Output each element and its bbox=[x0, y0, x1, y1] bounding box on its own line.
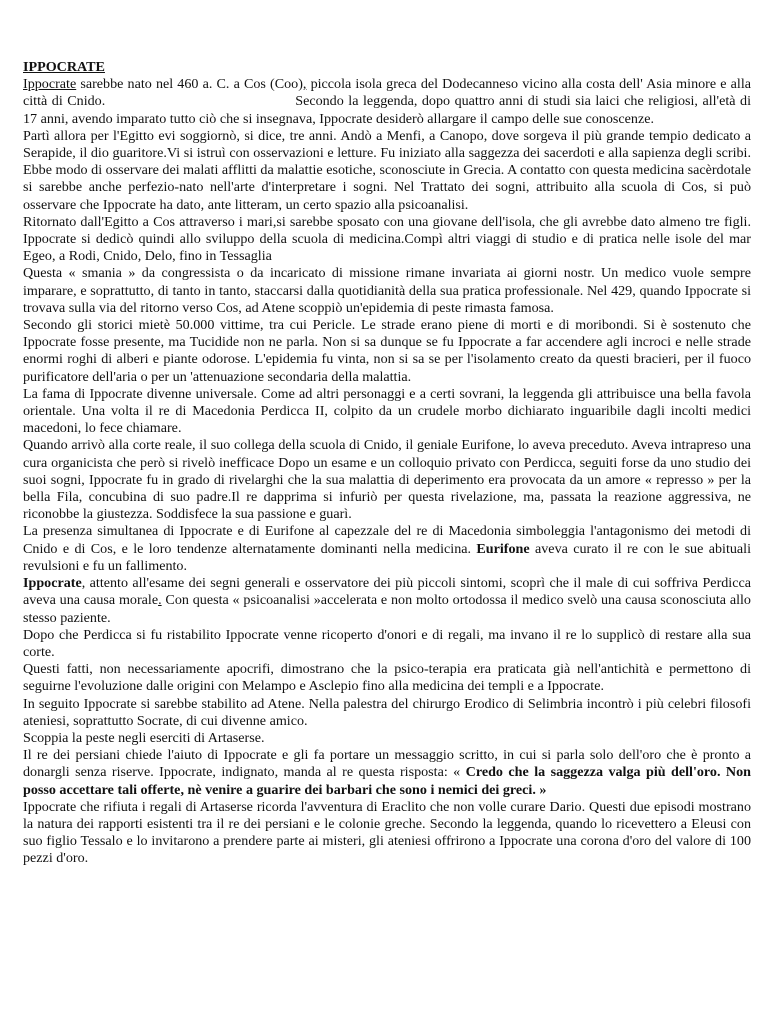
paragraph-persian-king: Il re dei persiani chiede l'aiuto di Ippocrate e gli fa portare un messaggio scritto, in cui si parla solo dell'oro che è pronto a donargli senza riserve. Ippocrate, indignato, manda al re questa risposta: « Credo che la saggezza valga più dell'oro. Non posso accettare tali offerte, nè venire a guarire dei barbari che sono i nemici dei greci. » bbox=[23, 747, 751, 798]
paragraph-cnido-cos: La presenza simultanea di Ippocrate e di Eurifone al capezzale del re di Macedonia simboleggia l'antagonismo dei metodi di Cnido e di Cos, e le loro tendenze alternatamente dominanti nella medicina. Eurifone aveva curato il re con le sue abituali revulsioni e fu un fallimento. bbox=[23, 523, 751, 574]
name-eurifone-bold: Eurifone bbox=[476, 540, 530, 557]
paragraph-perdicca: Quando arrivò alla corte reale, il suo collega della scuola di Cnido, il geniale Eurifone, lo aveva preceduto. Aveva intrapreso una cura organicista che però si rivelò inefficace Dopo un esame e un colloquio privato con Perdicca, seguiti forse da uno studio dei suoi sogni, Ippocrate fu in grado di rivelarghi che la sua malattia di deperimento era provocata da un amore « represso » per la bella Fila, concubina di suo padre.Il re dapprima si infuriò per questa rivelazione, ma, passata la reazione aggressiva, ne riconobbe la giustezza. Soddisfece la sua passione e guarì. bbox=[23, 437, 751, 523]
paragraph-plague-athens: Secondo gli storici mietè 50.000 vittime, tra cui Pericle. Le strade erano piene di morti e di moribondi. Si è sostenuto che Ippocrate fosse presente, ma Tucidide non ne parla. Non si sa dunque se fu Ippocrate a far accendere agli incroci e nelle strade enormi roghi di alberi e piante odorose. L'epidemia fu vinta, non si sa se per l'isolamento creato da questi bracieri, per il fuoco purificatore dell'aria o per un 'attenuazione secondaria della malattia. bbox=[23, 317, 751, 385]
paragraph-fame: La fama di Ippocrate divenne universale. Come ad altri personaggi e a certi sovrani, la leggenda gli attribuisce una bella favola orientale. Una volta il re di Macedonia Perdicca II, colpito da un crudele morbo dichiarato inguaribile dagli incolti medici macedoni, lo fece chiamare. bbox=[23, 385, 751, 437]
paragraph-smania: Questa « smania » da congressista o da incaricato di missione rimane invariata ai giorni nostr. Un medico vuole sempre imparare, e soprattutto, di tanto in tanto, staccarsi dalla quotidianità della sua pratica professionale. Nel 429, quando Ippocrate si trovava sulla via del ritorno verso Cos, ad Atene scoppiò un'epidemia di peste rimasta famosa. bbox=[23, 265, 751, 316]
paragraph-gifts-refused: Ippocrate che rifiuta i regali di Artaserse ricorda l'avventura di Eraclito che non volle curare Dario. Questi due episodi mostrano la natura dei rapporti esistenti tra il re dei persiani e le colonie greche. Secondo la leggenda, quando lo ricevettero a Eleusi con suo figlio Tessalo e lo invitarono a prendere parte ai misteri, gli ateniesi offrirono a Ippocrate una corona d'oro del valore di 100 pezzi d'oro. bbox=[23, 798, 751, 867]
paragraph-birth: Ippocrate sarebbe nato nel 460 a. C. a Cos (Coo), piccola isola greca del Dodecanneso vicino alla costa dell' Asia minore e alla città di Cnido. Secondo la leggenda, dopo quattro anni di studi sia laici che religiosi, all'età di 17 anni, avendo imparato tutto ciò che si insegnava, Ippocrate desiderò allargare il campo delle sue conoscenze. bbox=[23, 76, 751, 127]
paragraph-return-cos: Ritornato dall'Egitto a Cos attraverso i mari,si sarebbe sposato con una giovane dell'isola, che gli avrebbe dato almeno tre figli. Ippocrate si dedicò quindi allo sviluppo della scuola di medicina.Compì altri viaggi di studio e di pratica nelle isole del mar Egeo, a Rodi, Cnido, Delo, fino in Tessaglia bbox=[23, 213, 751, 265]
paragraph-psychotherapy: Questi fatti, non necessariamente apocrifi, dimostrano che la psico-terapia era praticata già nell'antichità e permettono di seguirne l'evoluzione dalle origini con Melampo e Asclepio fino alla medicina dei templi e a Ippocrate. bbox=[23, 661, 751, 695]
paragraph-honours: Dopo che Perdicca si fu ristabilito Ippocrate venne ricoperto d'onori e di regali, ma invano il re lo supplicò di restare alla sua corte. bbox=[23, 626, 751, 660]
document-page bbox=[23, 59, 751, 868]
quote-bold: Credo che la saggezza valga più dell'oro. Non posso accettare tali offerte, nè venire a guarire dei barbari che sono i nemici dei greci. » bbox=[23, 764, 751, 798]
name-ippocrate-underlined: Ippocrate bbox=[23, 76, 77, 93]
paragraph-artaserse-plague: Scoppia la peste negli eserciti di Artaserse. bbox=[23, 729, 265, 746]
paragraph-athens: In seguito Ippocrate si sarebbe stabilito ad Atene. Nella palestra del chirurgo Erodico di Selimbria incontrò i più celebri filosofi ateniesi, soprattutto Socrate, di cui divenne amico. bbox=[23, 695, 751, 729]
name-ippocrate-bold: Ippocrate bbox=[23, 575, 82, 592]
paragraph-moral-cause: Ippocrate, attento all'esame dei segni generali e osservatore dei più piccoli sintomi, scoprì che il male di cui soffriva Perdicca aveva una causa morale. Con questa « psicoanalisi »accelerata e non molto ortodossa il medico svelò una causa sconosciuta allo stesso paziente. bbox=[23, 575, 751, 626]
paragraph-egypt: Partì allora per l'Egitto evi soggiornò, si dice, tre anni. Andò a Menfi, a Canopo, dove sorgeva il più grande tempio dedicato a Serapide, il dio guaritore.Vi si istruì con osservazioni e letture. Fu iniziato alla saggezza dei sacerdoti e alla sapienza degli scribi. Ebbe modo di osservare dei malati afflitti da malattie esotiche, sconosciute in Grecia. A contatto con questa medicina sacèrdotale si sarebbe anche perfezio-nato nell'arte d'interpretare i sogni. Nel Trattato dei sogni, attribuito alla scuola di Cos, si può osservare che Ippocrate ha dato, ante litteram, un certo spazio alla psicoanalisi. bbox=[23, 127, 751, 213]
document-title: IPPOCRATE bbox=[23, 59, 105, 75]
